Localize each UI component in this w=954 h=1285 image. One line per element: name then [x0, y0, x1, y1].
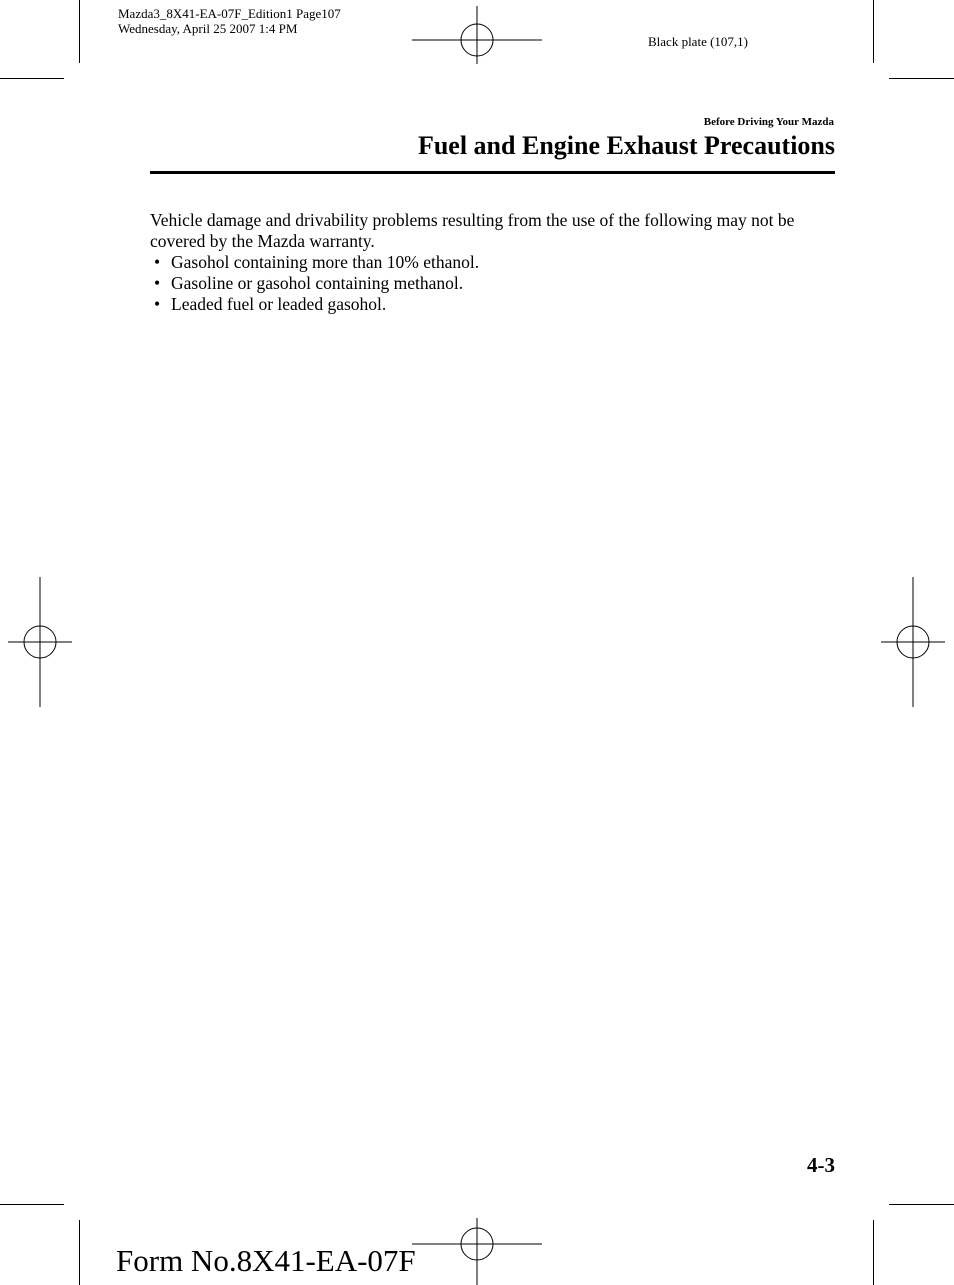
section-label: Before Driving Your Mazda: [703, 116, 834, 128]
page-number: 4-3: [807, 1153, 835, 1177]
list-item: [150, 294, 840, 315]
title-rule: [150, 171, 835, 174]
list-item: [150, 252, 840, 273]
list-item-text: Gasohol containing more than 10% ethanol.: [171, 252, 480, 272]
bullet-icon: •: [154, 294, 161, 314]
registration-mark-top-icon: [412, 6, 542, 64]
crop-mark-top-right-vertical: [873, 0, 874, 63]
registration-mark-right-icon: [881, 577, 945, 707]
list-item: [150, 273, 840, 294]
registration-mark-left-icon: [8, 577, 72, 707]
plate-label: Black plate (107,1): [648, 34, 748, 49]
crop-mark-bottom-left-horizontal: [0, 1204, 64, 1205]
body-text: [150, 210, 840, 315]
bullet-icon: •: [154, 252, 161, 272]
crop-mark-top-left-horizontal: [0, 78, 64, 79]
list-item-text: Gasoline or gasohol containing methanol.: [171, 273, 464, 293]
list-item-text: Leaded fuel or leaded gasohol.: [171, 294, 387, 314]
form-number: Form No.8X41-EA-07F: [116, 1243, 416, 1278]
bullet-icon: •: [154, 273, 161, 293]
crop-mark-top-right-horizontal: [889, 78, 954, 79]
print-info-timestamp: Wednesday, April 25 2007 1:4 PM: [118, 21, 298, 36]
bullet-list: [150, 252, 840, 315]
crop-mark-bottom-left-vertical: [79, 1220, 80, 1285]
registration-mark-bottom-icon: [412, 1218, 542, 1285]
crop-mark-bottom-right-vertical: [873, 1220, 874, 1285]
print-info-file: Mazda3_8X41-EA-07F_Edition1 Page107: [118, 6, 341, 21]
print-info: [118, 6, 341, 36]
crop-mark-bottom-right-horizontal: [889, 1204, 954, 1205]
intro-paragraph: Vehicle damage and drivability problems resulting from the use of the following may not be covered by the Mazda warranty.: [150, 210, 795, 251]
page-title: Fuel and Engine Exhaust Precautions: [417, 131, 835, 160]
crop-mark-top-left-vertical: [79, 0, 80, 63]
